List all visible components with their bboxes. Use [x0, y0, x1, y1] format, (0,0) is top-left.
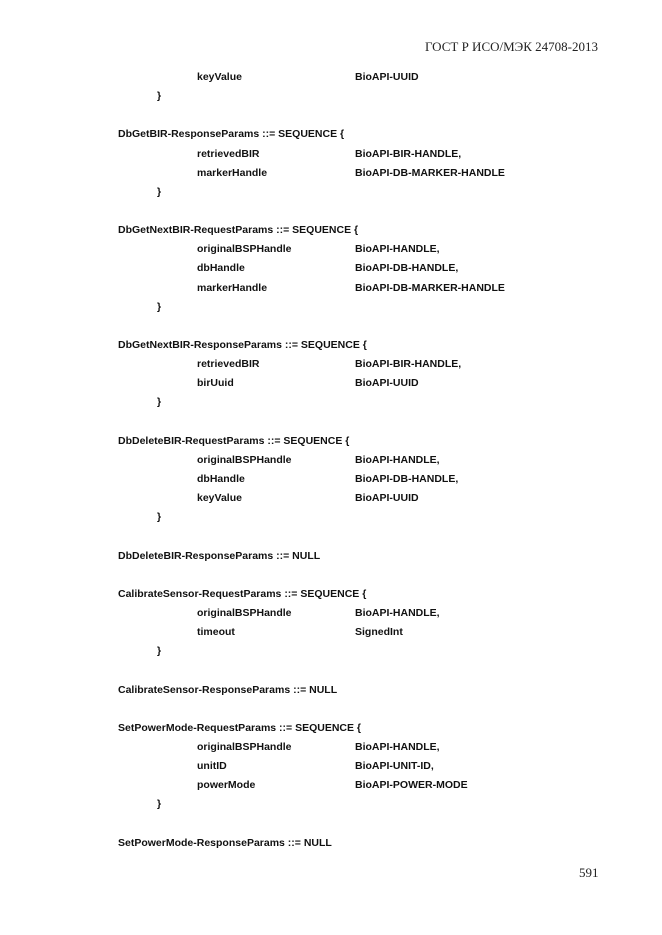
type-declaration: DbGetNextBIR-ResponseParams ::= SEQUENCE { — [118, 338, 367, 351]
closing-brace: } — [157, 798, 162, 811]
field-line — [0, 374, 662, 393]
field-name: originalBSPHandle — [197, 243, 292, 256]
page-number: 591 — [579, 865, 599, 880]
blank-line — [0, 814, 662, 833]
field-name: markerHandle — [197, 166, 268, 179]
field-name: keyValue — [197, 492, 242, 505]
declaration-line — [0, 681, 662, 700]
type-declaration: DbDeleteBIR-RequestParams ::= SEQUENCE { — [118, 434, 350, 447]
field-name: retrievedBIR — [197, 147, 260, 160]
blank-line — [0, 106, 662, 125]
field-name: markerHandle — [197, 281, 268, 294]
closing-brace-line — [0, 508, 662, 527]
field-line — [0, 240, 662, 259]
field-type: BioAPI-DB-MARKER-HANDLE — [355, 166, 505, 179]
field-name: timeout — [197, 626, 235, 639]
field-type: BioAPI-POWER-MODE — [355, 779, 468, 792]
field-line — [0, 164, 662, 183]
asn1-listing — [0, 68, 662, 853]
field-line — [0, 355, 662, 374]
type-declaration: CalibrateSensor-ResponseParams ::= NULL — [118, 683, 338, 696]
blank-line — [0, 661, 662, 680]
field-type: BioAPI-UUID — [355, 492, 419, 505]
field-line — [0, 738, 662, 757]
type-declaration: DbGetBIR-ResponseParams ::= SEQUENCE { — [118, 128, 345, 141]
closing-brace: } — [157, 185, 162, 198]
closing-brace: } — [157, 396, 162, 409]
closing-brace-line — [0, 393, 662, 412]
field-name: dbHandle — [197, 472, 245, 485]
declaration-line — [0, 221, 662, 240]
closing-brace: } — [157, 511, 162, 524]
field-type: BioAPI-DB-HANDLE, — [355, 472, 459, 485]
field-type: BioAPI-UUID — [355, 377, 419, 390]
type-declaration: DbGetNextBIR-RequestParams ::= SEQUENCE { — [118, 224, 359, 237]
field-name: retrievedBIR — [197, 358, 260, 371]
field-type: BioAPI-HANDLE, — [355, 606, 440, 619]
field-type: BioAPI-BIR-HANDLE, — [355, 147, 462, 160]
declaration-line — [0, 336, 662, 355]
blank-line — [0, 566, 662, 585]
field-line — [0, 259, 662, 278]
field-name: dbHandle — [197, 262, 245, 275]
closing-brace-line — [0, 298, 662, 317]
field-line — [0, 470, 662, 489]
blank-line — [0, 202, 662, 221]
field-line — [0, 279, 662, 298]
blank-line — [0, 413, 662, 432]
declaration-line — [0, 547, 662, 566]
blank-line — [0, 527, 662, 546]
field-type: SignedInt — [355, 626, 403, 639]
running-header: ГОСТ Р ИСО/МЭК 24708-2013 — [424, 39, 598, 54]
type-declaration: SetPowerMode-RequestParams ::= SEQUENCE { — [118, 721, 362, 734]
declaration-line — [0, 719, 662, 738]
field-name: birUuid — [197, 377, 234, 390]
blank-line — [0, 700, 662, 719]
closing-brace-line — [0, 87, 662, 106]
closing-brace: } — [157, 300, 162, 313]
field-line — [0, 604, 662, 623]
field-name: powerMode — [197, 779, 256, 792]
closing-brace-line — [0, 795, 662, 814]
field-line — [0, 776, 662, 795]
closing-brace-line — [0, 642, 662, 661]
field-type: BioAPI-UNIT-ID, — [355, 760, 434, 773]
type-declaration: CalibrateSensor-RequestParams ::= SEQUENCE { — [118, 587, 367, 600]
field-type: BioAPI-HANDLE, — [355, 243, 440, 256]
field-type: BioAPI-UUID — [355, 71, 419, 83]
closing-brace: } — [157, 645, 162, 658]
field-line — [0, 489, 662, 508]
field-line — [0, 757, 662, 776]
field-name: unitID — [197, 760, 227, 773]
field-type: BioAPI-HANDLE, — [355, 740, 440, 753]
field-line — [0, 623, 662, 642]
closing-brace-line — [0, 183, 662, 202]
type-declaration: SetPowerMode-ResponseParams ::= NULL — [118, 836, 332, 849]
field-line — [0, 451, 662, 470]
field-name: originalBSPHandle — [197, 453, 292, 466]
field-type: BioAPI-HANDLE, — [355, 453, 440, 466]
blank-line — [0, 317, 662, 336]
declaration-line — [0, 125, 662, 144]
declaration-line — [0, 585, 662, 604]
field-line — [0, 145, 662, 164]
field-name: originalBSPHandle — [197, 740, 292, 753]
closing-brace: } — [157, 90, 162, 103]
field-name: keyValue — [197, 71, 242, 83]
field-line — [0, 68, 662, 87]
field-type: BioAPI-BIR-HANDLE, — [355, 358, 462, 371]
field-name: originalBSPHandle — [197, 606, 292, 619]
field-type: BioAPI-DB-HANDLE, — [355, 262, 459, 275]
declaration-line — [0, 834, 662, 853]
field-type: BioAPI-DB-MARKER-HANDLE — [355, 281, 505, 294]
declaration-line — [0, 432, 662, 451]
type-declaration: DbDeleteBIR-ResponseParams ::= NULL — [118, 549, 321, 562]
